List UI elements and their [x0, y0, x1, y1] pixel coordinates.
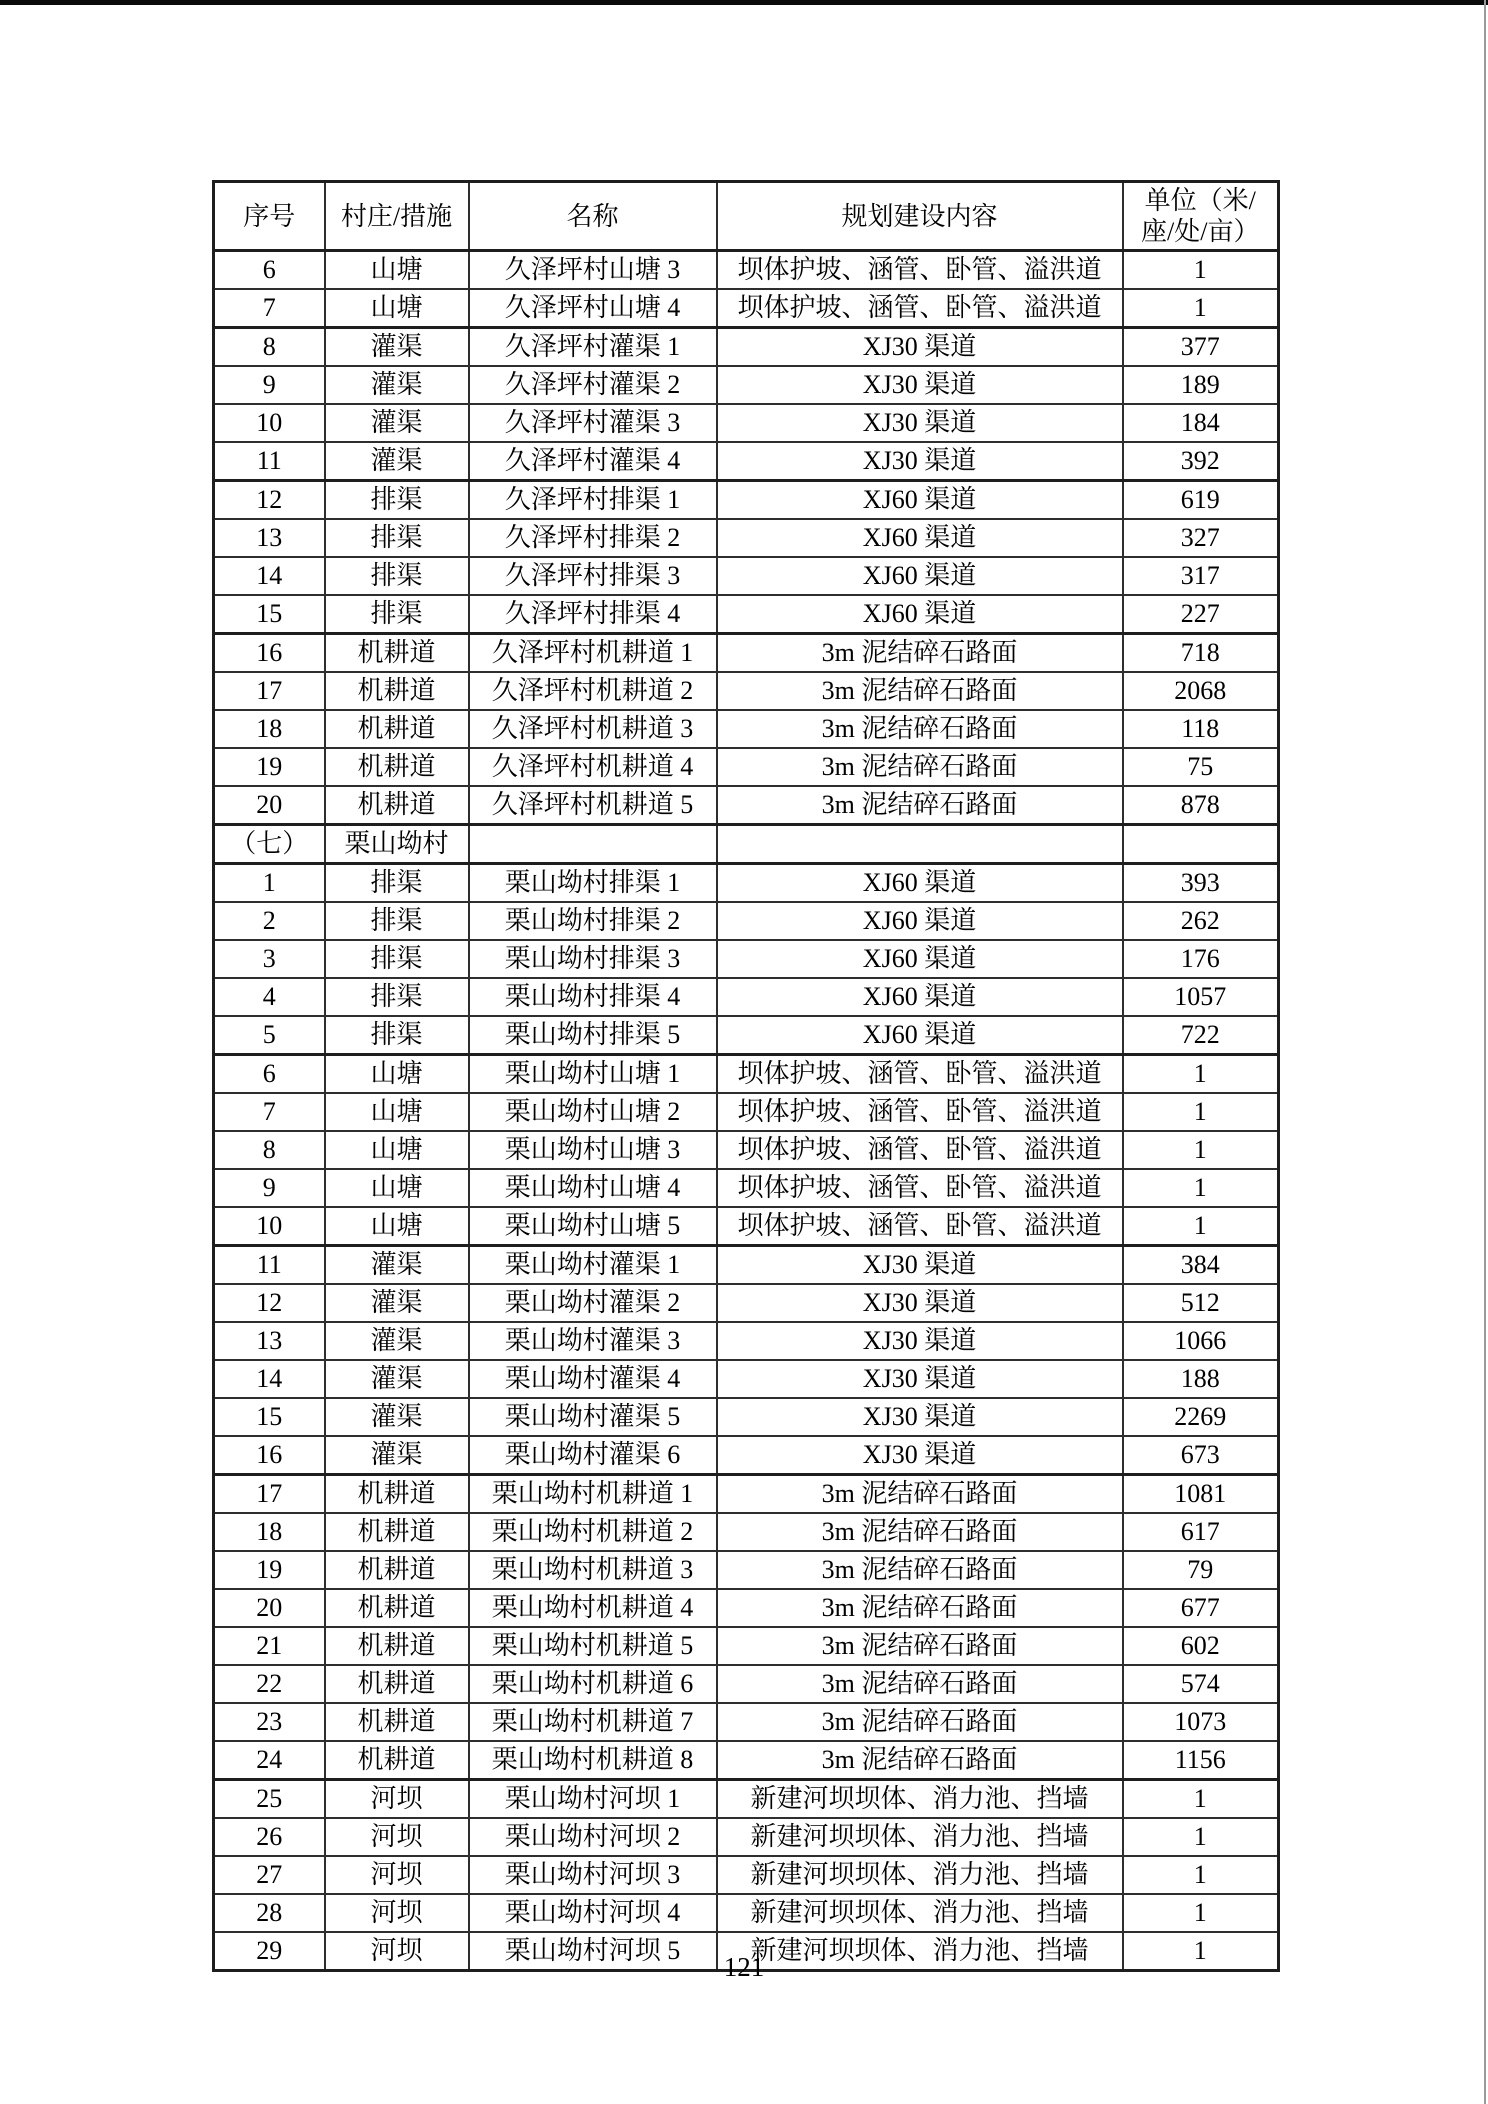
- table-row: [214, 1016, 1279, 1055]
- cell-content: 坝体护坡、涵管、卧管、溢洪道: [717, 289, 1123, 328]
- table-row: [214, 710, 1279, 748]
- cell-measure: 山塘: [325, 1055, 469, 1094]
- cell-no: 19: [214, 1551, 325, 1589]
- cell-no: 27: [214, 1856, 325, 1894]
- cell-no: 29: [214, 1932, 325, 1971]
- cell-measure: 灌渠: [325, 1322, 469, 1360]
- cell-unit: 176: [1123, 940, 1279, 978]
- cell-name: 栗山坳村排渠 5: [469, 1016, 717, 1055]
- cell-content: XJ60 渠道: [717, 978, 1123, 1016]
- cell-unit: 619: [1123, 481, 1279, 520]
- cell-name: 栗山坳村灌渠 3: [469, 1322, 717, 1360]
- cell-no: 8: [214, 1131, 325, 1169]
- cell-no: 5: [214, 1016, 325, 1055]
- cell-unit: 1: [1123, 1932, 1279, 1971]
- col-header-unit-line1: 单位（米/: [1144, 186, 1256, 215]
- cell-content: 3m 泥结碎石路面: [717, 1475, 1123, 1514]
- cell-unit: 1057: [1123, 978, 1279, 1016]
- cell-no: 20: [214, 1589, 325, 1627]
- cell-content: 新建河坝坝体、消力池、挡墙: [717, 1932, 1123, 1971]
- cell-measure: 机耕道: [325, 1741, 469, 1780]
- table-row: [214, 1436, 1279, 1475]
- cell-name: 久泽坪村机耕道 4: [469, 748, 717, 786]
- table-row: [214, 825, 1279, 864]
- cell-name: 栗山坳村排渠 4: [469, 978, 717, 1016]
- cell-no: 17: [214, 1475, 325, 1514]
- cell-measure: 机耕道: [325, 1551, 469, 1589]
- cell-measure: 机耕道: [325, 1589, 469, 1627]
- cell-content: XJ30 渠道: [717, 328, 1123, 367]
- cell-measure: 山塘: [325, 1131, 469, 1169]
- cell-content: XJ30 渠道: [717, 1246, 1123, 1285]
- cell-name: [469, 825, 717, 864]
- cell-content: 3m 泥结碎石路面: [717, 710, 1123, 748]
- scan-edge-right: [1484, 0, 1486, 2104]
- cell-content: XJ30 渠道: [717, 1322, 1123, 1360]
- cell-measure: 机耕道: [325, 1703, 469, 1741]
- cell-measure: 排渠: [325, 595, 469, 634]
- table-row: [214, 519, 1279, 557]
- table-row: [214, 1207, 1279, 1246]
- cell-unit: 878: [1123, 786, 1279, 825]
- cell-no: 13: [214, 519, 325, 557]
- cell-unit: 1073: [1123, 1703, 1279, 1741]
- cell-name: 栗山坳村河坝 2: [469, 1818, 717, 1856]
- cell-name: 栗山坳村河坝 1: [469, 1780, 717, 1819]
- cell-unit: 377: [1123, 328, 1279, 367]
- cell-name: 栗山坳村河坝 3: [469, 1856, 717, 1894]
- cell-name: 栗山坳村山塘 5: [469, 1207, 717, 1246]
- table-row: [214, 557, 1279, 595]
- cell-unit: 1081: [1123, 1475, 1279, 1514]
- cell-content: 坝体护坡、涵管、卧管、溢洪道: [717, 1093, 1123, 1131]
- table-row: [214, 940, 1279, 978]
- cell-measure: 山塘: [325, 1093, 469, 1131]
- cell-unit: 1: [1123, 251, 1279, 290]
- cell-measure: 机耕道: [325, 1665, 469, 1703]
- table-row: [214, 366, 1279, 404]
- table-row: [214, 1741, 1279, 1780]
- cell-name: 栗山坳村机耕道 8: [469, 1741, 717, 1780]
- table-row: [214, 1322, 1279, 1360]
- cell-no: 4: [214, 978, 325, 1016]
- cell-name: 久泽坪村排渠 3: [469, 557, 717, 595]
- cell-no: 22: [214, 1665, 325, 1703]
- cell-no: 16: [214, 634, 325, 673]
- cell-no: 28: [214, 1894, 325, 1932]
- cell-measure: 排渠: [325, 864, 469, 903]
- cell-no: 26: [214, 1818, 325, 1856]
- cell-content: 3m 泥结碎石路面: [717, 786, 1123, 825]
- cell-unit: [1123, 825, 1279, 864]
- cell-measure: 河坝: [325, 1780, 469, 1819]
- cell-content: 3m 泥结碎石路面: [717, 1589, 1123, 1627]
- cell-content: 新建河坝坝体、消力池、挡墙: [717, 1818, 1123, 1856]
- cell-name: 栗山坳村河坝 4: [469, 1894, 717, 1932]
- cell-name: 栗山坳村排渠 1: [469, 864, 717, 903]
- cell-content: 坝体护坡、涵管、卧管、溢洪道: [717, 1207, 1123, 1246]
- cell-measure: 灌渠: [325, 1436, 469, 1475]
- cell-measure: 机耕道: [325, 672, 469, 710]
- table-row: [214, 1780, 1279, 1819]
- cell-unit: 118: [1123, 710, 1279, 748]
- cell-content: 坝体护坡、涵管、卧管、溢洪道: [717, 1131, 1123, 1169]
- cell-unit: 189: [1123, 366, 1279, 404]
- cell-name: 栗山坳村山塘 4: [469, 1169, 717, 1207]
- table-row: [214, 1513, 1279, 1551]
- cell-no: 6: [214, 251, 325, 290]
- col-header-unit: [1123, 182, 1279, 251]
- cell-unit: 384: [1123, 1246, 1279, 1285]
- cell-content: XJ30 渠道: [717, 1398, 1123, 1436]
- table-row: [214, 864, 1279, 903]
- cell-name: 栗山坳村灌渠 1: [469, 1246, 717, 1285]
- cell-unit: 617: [1123, 1513, 1279, 1551]
- cell-content: [717, 825, 1123, 864]
- cell-measure: 灌渠: [325, 1360, 469, 1398]
- col-header-unit-line2: 座/处/亩）: [1141, 217, 1260, 246]
- cell-measure: 机耕道: [325, 710, 469, 748]
- cell-name: 久泽坪村机耕道 3: [469, 710, 717, 748]
- cell-no: 18: [214, 1513, 325, 1551]
- cell-content: 3m 泥结碎石路面: [717, 1703, 1123, 1741]
- cell-unit: 75: [1123, 748, 1279, 786]
- cell-content: 新建河坝坝体、消力池、挡墙: [717, 1856, 1123, 1894]
- cell-measure: 灌渠: [325, 1284, 469, 1322]
- cell-measure: 排渠: [325, 978, 469, 1016]
- cell-no: 8: [214, 328, 325, 367]
- cell-name: 栗山坳村灌渠 4: [469, 1360, 717, 1398]
- cell-no: 13: [214, 1322, 325, 1360]
- cell-name: 栗山坳村河坝 5: [469, 1932, 717, 1971]
- cell-content: XJ30 渠道: [717, 442, 1123, 481]
- cell-measure: 机耕道: [325, 1627, 469, 1665]
- table-row: [214, 1360, 1279, 1398]
- cell-no: 14: [214, 1360, 325, 1398]
- cell-name: 栗山坳村灌渠 2: [469, 1284, 717, 1322]
- cell-unit: 184: [1123, 404, 1279, 442]
- cell-content: 坝体护坡、涵管、卧管、溢洪道: [717, 251, 1123, 290]
- cell-name: 久泽坪村排渠 1: [469, 481, 717, 520]
- table-row: [214, 404, 1279, 442]
- cell-content: 新建河坝坝体、消力池、挡墙: [717, 1894, 1123, 1932]
- cell-measure: 排渠: [325, 902, 469, 940]
- cell-name: 栗山坳村机耕道 3: [469, 1551, 717, 1589]
- cell-name: 栗山坳村灌渠 5: [469, 1398, 717, 1436]
- cell-measure: 栗山坳村: [325, 825, 469, 864]
- cell-measure: 排渠: [325, 481, 469, 520]
- cell-unit: 1: [1123, 1856, 1279, 1894]
- cell-content: XJ60 渠道: [717, 519, 1123, 557]
- cell-unit: 512: [1123, 1284, 1279, 1322]
- cell-unit: 79: [1123, 1551, 1279, 1589]
- cell-no: 6: [214, 1055, 325, 1094]
- construction-plan-table: [212, 180, 1280, 1972]
- table-row: [214, 902, 1279, 940]
- cell-no: 7: [214, 1093, 325, 1131]
- cell-unit: 1: [1123, 1093, 1279, 1131]
- cell-name: 栗山坳村山塘 3: [469, 1131, 717, 1169]
- table-body: [214, 251, 1279, 1971]
- cell-unit: 1: [1123, 289, 1279, 328]
- cell-content: XJ30 渠道: [717, 1436, 1123, 1475]
- cell-unit: 677: [1123, 1589, 1279, 1627]
- cell-no: 15: [214, 1398, 325, 1436]
- cell-content: XJ30 渠道: [717, 404, 1123, 442]
- cell-unit: 1: [1123, 1207, 1279, 1246]
- cell-content: XJ60 渠道: [717, 481, 1123, 520]
- cell-name: 栗山坳村灌渠 6: [469, 1436, 717, 1475]
- table-row: [214, 978, 1279, 1016]
- cell-measure: 灌渠: [325, 1398, 469, 1436]
- cell-measure: 排渠: [325, 519, 469, 557]
- table-row: [214, 1818, 1279, 1856]
- cell-measure: 灌渠: [325, 442, 469, 481]
- cell-content: 3m 泥结碎石路面: [717, 1551, 1123, 1589]
- col-header-content: 规划建设内容: [717, 182, 1123, 251]
- header-row: [214, 182, 1279, 251]
- cell-no: 19: [214, 748, 325, 786]
- cell-no: 23: [214, 1703, 325, 1741]
- cell-content: 坝体护坡、涵管、卧管、溢洪道: [717, 1055, 1123, 1094]
- cell-unit: 392: [1123, 442, 1279, 481]
- table-row: [214, 251, 1279, 290]
- table-row: [214, 1131, 1279, 1169]
- cell-unit: 393: [1123, 864, 1279, 903]
- table-row: [214, 1627, 1279, 1665]
- cell-measure: 机耕道: [325, 634, 469, 673]
- cell-content: 3m 泥结碎石路面: [717, 748, 1123, 786]
- cell-name: 久泽坪村机耕道 2: [469, 672, 717, 710]
- cell-content: XJ60 渠道: [717, 940, 1123, 978]
- cell-unit: 1: [1123, 1169, 1279, 1207]
- page-number: 121: [723, 1952, 765, 1982]
- cell-content: 3m 泥结碎石路面: [717, 1513, 1123, 1551]
- table-row: [214, 1665, 1279, 1703]
- cell-name: 久泽坪村山塘 3: [469, 251, 717, 290]
- table-row: [214, 1589, 1279, 1627]
- col-header-no: 序号: [214, 182, 325, 251]
- table-row: [214, 1284, 1279, 1322]
- cell-content: XJ30 渠道: [717, 1284, 1123, 1322]
- cell-unit: 2068: [1123, 672, 1279, 710]
- cell-unit: 1: [1123, 1131, 1279, 1169]
- cell-unit: 722: [1123, 1016, 1279, 1055]
- cell-name: 久泽坪村灌渠 3: [469, 404, 717, 442]
- cell-name: 栗山坳村机耕道 7: [469, 1703, 717, 1741]
- cell-no: 15: [214, 595, 325, 634]
- cell-name: 久泽坪村机耕道 1: [469, 634, 717, 673]
- cell-measure: 河坝: [325, 1894, 469, 1932]
- cell-name: 久泽坪村排渠 4: [469, 595, 717, 634]
- cell-content: XJ30 渠道: [717, 1360, 1123, 1398]
- cell-measure: 河坝: [325, 1818, 469, 1856]
- cell-measure: 灌渠: [325, 366, 469, 404]
- cell-unit: 673: [1123, 1436, 1279, 1475]
- cell-no: 16: [214, 1436, 325, 1475]
- cell-measure: 灌渠: [325, 1246, 469, 1285]
- cell-name: 久泽坪村灌渠 1: [469, 328, 717, 367]
- cell-content: 坝体护坡、涵管、卧管、溢洪道: [717, 1169, 1123, 1207]
- scan-edge-top: [0, 0, 1488, 5]
- cell-no: 10: [214, 1207, 325, 1246]
- cell-name: 栗山坳村机耕道 1: [469, 1475, 717, 1514]
- cell-measure: 机耕道: [325, 786, 469, 825]
- cell-unit: 602: [1123, 1627, 1279, 1665]
- cell-name: 久泽坪村灌渠 2: [469, 366, 717, 404]
- table-row: [214, 1551, 1279, 1589]
- cell-no: 9: [214, 1169, 325, 1207]
- cell-name: 栗山坳村排渠 2: [469, 902, 717, 940]
- cell-content: XJ60 渠道: [717, 557, 1123, 595]
- table-row: [214, 748, 1279, 786]
- cell-no: 12: [214, 1284, 325, 1322]
- cell-unit: 317: [1123, 557, 1279, 595]
- cell-content: 新建河坝坝体、消力池、挡墙: [717, 1780, 1123, 1819]
- cell-measure: 山塘: [325, 1207, 469, 1246]
- cell-unit: 227: [1123, 595, 1279, 634]
- table-row: [214, 1169, 1279, 1207]
- cell-no: 20: [214, 786, 325, 825]
- cell-no: 11: [214, 1246, 325, 1285]
- cell-no: 18: [214, 710, 325, 748]
- cell-no: 9: [214, 366, 325, 404]
- cell-measure: 山塘: [325, 251, 469, 290]
- col-header-measure: 村庄/措施: [325, 182, 469, 251]
- cell-unit: 1: [1123, 1780, 1279, 1819]
- cell-content: 3m 泥结碎石路面: [717, 1741, 1123, 1780]
- cell-no: 1: [214, 864, 325, 903]
- cell-content: 3m 泥结碎石路面: [717, 672, 1123, 710]
- cell-measure: 灌渠: [325, 328, 469, 367]
- cell-name: 栗山坳村机耕道 4: [469, 1589, 717, 1627]
- cell-measure: 机耕道: [325, 1475, 469, 1514]
- cell-content: XJ60 渠道: [717, 902, 1123, 940]
- table-row: [214, 634, 1279, 673]
- cell-unit: 2269: [1123, 1398, 1279, 1436]
- cell-content: XJ60 渠道: [717, 864, 1123, 903]
- cell-name: 栗山坳村山塘 2: [469, 1093, 717, 1131]
- cell-unit: 718: [1123, 634, 1279, 673]
- cell-measure: 灌渠: [325, 404, 469, 442]
- table-row: [214, 786, 1279, 825]
- table-row: [214, 1398, 1279, 1436]
- table-row: [214, 289, 1279, 328]
- col-header-name: 名称: [469, 182, 717, 251]
- table-row: [214, 595, 1279, 634]
- cell-measure: 机耕道: [325, 748, 469, 786]
- cell-no: 25: [214, 1780, 325, 1819]
- cell-no: 11: [214, 442, 325, 481]
- cell-measure: 排渠: [325, 557, 469, 595]
- cell-name: 栗山坳村排渠 3: [469, 940, 717, 978]
- cell-content: XJ60 渠道: [717, 595, 1123, 634]
- table-row: [214, 1055, 1279, 1094]
- cell-no: （七）: [214, 825, 325, 864]
- cell-unit: 1156: [1123, 1741, 1279, 1780]
- cell-name: 栗山坳村机耕道 6: [469, 1665, 717, 1703]
- cell-measure: 排渠: [325, 940, 469, 978]
- table-row: [214, 1856, 1279, 1894]
- cell-content: XJ60 渠道: [717, 1016, 1123, 1055]
- cell-unit: 1: [1123, 1894, 1279, 1932]
- table-row: [214, 1093, 1279, 1131]
- cell-unit: 327: [1123, 519, 1279, 557]
- cell-no: 7: [214, 289, 325, 328]
- table-row: [214, 442, 1279, 481]
- cell-no: 21: [214, 1627, 325, 1665]
- cell-unit: 262: [1123, 902, 1279, 940]
- cell-name: 久泽坪村机耕道 5: [469, 786, 717, 825]
- table-row: [214, 1246, 1279, 1285]
- cell-unit: 574: [1123, 1665, 1279, 1703]
- cell-name: 久泽坪村灌渠 4: [469, 442, 717, 481]
- table-row: [214, 1894, 1279, 1932]
- cell-measure: 河坝: [325, 1932, 469, 1971]
- cell-measure: 山塘: [325, 1169, 469, 1207]
- cell-measure: 河坝: [325, 1856, 469, 1894]
- cell-content: 3m 泥结碎石路面: [717, 1665, 1123, 1703]
- table-row: [214, 1703, 1279, 1741]
- cell-content: 3m 泥结碎石路面: [717, 634, 1123, 673]
- cell-no: 10: [214, 404, 325, 442]
- cell-name: 久泽坪村山塘 4: [469, 289, 717, 328]
- cell-measure: 机耕道: [325, 1513, 469, 1551]
- cell-no: 2: [214, 902, 325, 940]
- cell-content: XJ30 渠道: [717, 366, 1123, 404]
- table-header: [214, 182, 1279, 251]
- cell-unit: 1066: [1123, 1322, 1279, 1360]
- table-row: [214, 672, 1279, 710]
- cell-no: 12: [214, 481, 325, 520]
- cell-name: 栗山坳村山塘 1: [469, 1055, 717, 1094]
- cell-no: 24: [214, 1741, 325, 1780]
- cell-name: 久泽坪村排渠 2: [469, 519, 717, 557]
- table-row: [214, 328, 1279, 367]
- table-row: [214, 1475, 1279, 1514]
- cell-unit: 1: [1123, 1818, 1279, 1856]
- table-row: [214, 481, 1279, 520]
- cell-content: 3m 泥结碎石路面: [717, 1627, 1123, 1665]
- cell-name: 栗山坳村机耕道 2: [469, 1513, 717, 1551]
- cell-no: 14: [214, 557, 325, 595]
- cell-unit: 188: [1123, 1360, 1279, 1398]
- cell-measure: 山塘: [325, 289, 469, 328]
- cell-unit: 1: [1123, 1055, 1279, 1094]
- cell-measure: 排渠: [325, 1016, 469, 1055]
- cell-name: 栗山坳村机耕道 5: [469, 1627, 717, 1665]
- cell-no: 3: [214, 940, 325, 978]
- cell-no: 17: [214, 672, 325, 710]
